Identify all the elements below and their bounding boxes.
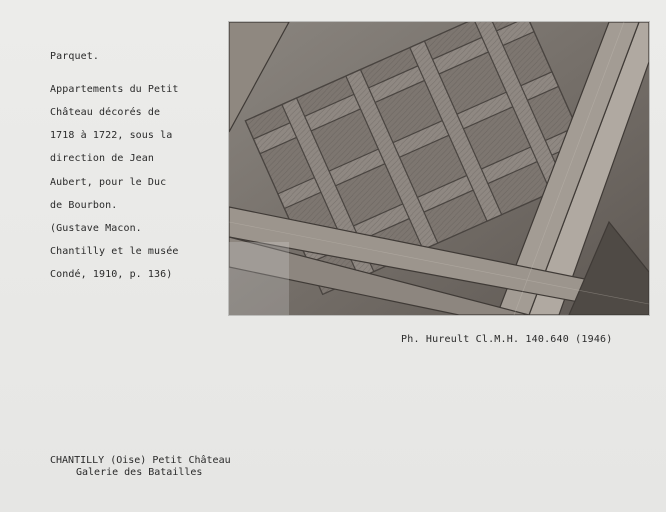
caption-line: Château décorés de [50, 106, 161, 118]
caption-line: de Bourbon. [50, 199, 118, 211]
caption-line: Chantilly et le musée [50, 246, 179, 258]
caption-block [50, 39, 225, 281]
location-place: CHANTILLY (Oise) Petit Château [50, 455, 231, 466]
photo-credit: Ph. Hureult Cl.M.H. 140.640 (1946) [401, 334, 613, 345]
caption-line: Condé, 1910, p. 136) [50, 269, 173, 281]
caption-line: (Gustave Macon. [50, 222, 142, 234]
parquet-illustration [229, 22, 649, 315]
caption-line: Aubert, pour le Duc [50, 176, 167, 188]
caption-line: direction de Jean [50, 153, 155, 165]
location-room: Galerie des Batailles [76, 467, 203, 478]
parquet-photo [228, 21, 650, 316]
caption-line: Appartements du Petit [50, 83, 179, 95]
location-block [50, 455, 231, 479]
caption-title: Parquet. [50, 50, 99, 62]
caption-line: 1718 à 1722, sous la [50, 130, 173, 142]
